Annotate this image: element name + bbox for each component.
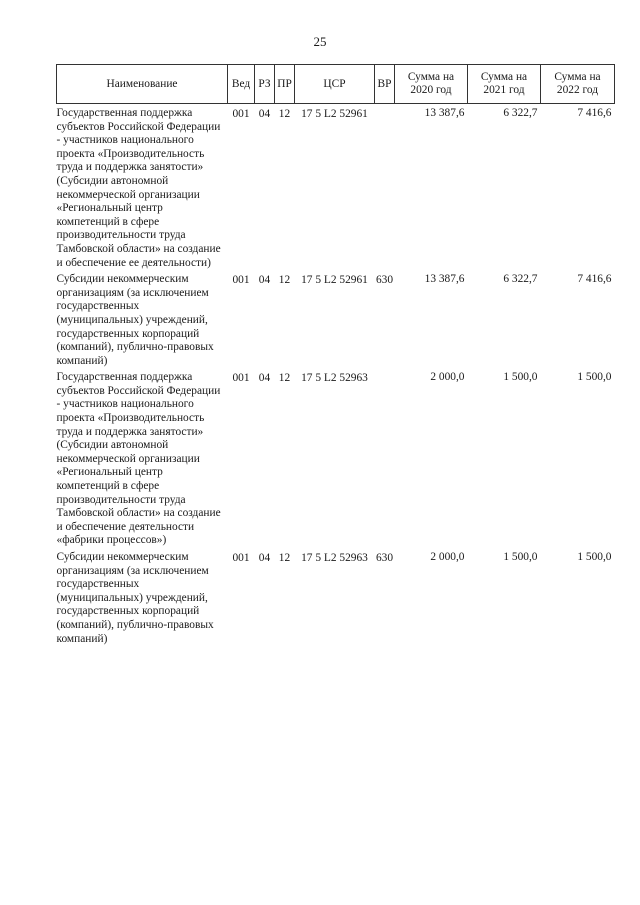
- row-vr: [375, 371, 395, 548]
- row-sum-2021: 1 500,0: [503, 371, 538, 384]
- row-sum-2022: 7 416,6: [577, 107, 612, 119]
- table-row: [57, 371, 615, 548]
- row-ved: 001: [232, 372, 250, 385]
- header-ved: Вед: [228, 65, 255, 104]
- row-rz: 04: [258, 372, 271, 385]
- header-rz: РЗ: [255, 65, 275, 104]
- row-name: Субсидии некоммерческим организациям (за исключением государственных (муниципальных) учреждений, государственных корпораций (компаний), публично-правовых компаний): [56, 273, 214, 367]
- header-vr: ВР: [375, 65, 395, 104]
- table-row: [57, 551, 615, 646]
- page-number: 25: [313, 34, 327, 49]
- row-name: Субсидии некоммерческим организациям (за исключением государственных (муниципальных) учреждений, государственных корпораций (компаний), публично-правовых компаний): [56, 551, 214, 645]
- row-csr: 17 5 L2 52963: [301, 552, 368, 564]
- row-ved: 001: [232, 108, 250, 120]
- row-rz: 04: [258, 552, 271, 564]
- row-rz: 04: [258, 108, 271, 120]
- row-sum-2022: 1 500,0: [577, 371, 612, 384]
- row-sum-2020: 2 000,0: [430, 371, 465, 384]
- row-csr: 17 5 L2 52961: [301, 108, 368, 120]
- row-csr: 17 5 L2 52963: [301, 372, 368, 385]
- table-row: [57, 273, 615, 368]
- row-sum-2021: 6 322,7: [503, 107, 538, 119]
- row-sum-2020: 2 000,0: [430, 551, 465, 563]
- row-sum-2020: 13 387,6: [424, 107, 465, 119]
- header-sum-2020: Сумма на 2020 год: [395, 65, 468, 104]
- row-pr: 12: [278, 552, 291, 564]
- row-pr: 12: [278, 108, 291, 120]
- row-sum-2022: 1 500,0: [577, 551, 612, 563]
- row-sum-2020: 13 387,6: [424, 273, 465, 286]
- header-csr: ЦСР: [295, 65, 375, 104]
- row-sum-2021: 1 500,0: [503, 551, 538, 563]
- table-body: [57, 104, 615, 647]
- row-ved: 001: [232, 274, 250, 287]
- header-row: [57, 65, 615, 104]
- table-row: [57, 107, 615, 270]
- table-header: [57, 65, 615, 104]
- row-ved: 001: [232, 552, 250, 564]
- row-vr: 630: [375, 552, 394, 564]
- row-csr: 17 5 L2 52961: [301, 274, 368, 287]
- row-name: Государственная поддержка субъектов Российской Федерации - участников национального проекта «Производительность труда и поддержка занятости» (Субсидии автономной некоммерческой организации «Региональный центр компетенций в сфере производительности труда Тамбовской области» на создание и обеспечение ее деятельности): [56, 107, 221, 269]
- row-vr: [375, 107, 395, 270]
- header-sum-2022: Сумма на 2022 год: [541, 65, 615, 104]
- row-name: Государственная поддержка субъектов Российской Федерации - участников национального проекта «Производительность труда и поддержка занятости» (Субсидии автономной некоммерческой организации «Региональный центр компетенций в сфере производительности труда Тамбовской области» на создание и обеспечение деятельности «фабрики процессов»): [56, 371, 221, 547]
- row-pr: 12: [278, 274, 291, 287]
- header-name: Наименование: [57, 65, 228, 104]
- row-sum-2021: 6 322,7: [503, 273, 538, 286]
- header-pr: ПР: [275, 65, 295, 104]
- row-pr: 12: [278, 372, 291, 385]
- header-sum-2021: Сумма на 2021 год: [468, 65, 541, 104]
- row-sum-2022: 7 416,6: [577, 273, 612, 286]
- row-rz: 04: [258, 274, 271, 287]
- row-vr: 630: [375, 274, 394, 287]
- budget-table: [56, 64, 615, 646]
